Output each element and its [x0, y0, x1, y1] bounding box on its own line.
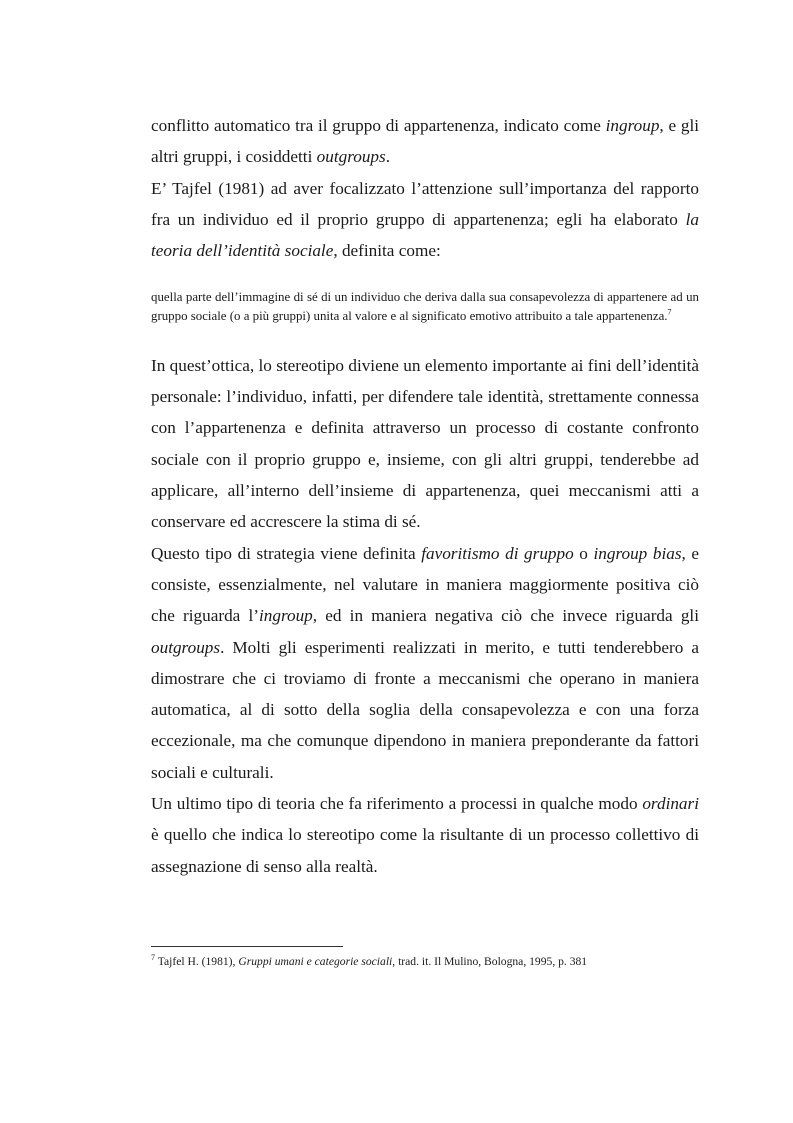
text-run: , e gli altri gruppi, i cosiddetti: [151, 116, 699, 167]
paragraph-ingroup-bias: [151, 538, 699, 788]
text-run: , ed in maniera negativa ciò che invece riguarda gli: [312, 606, 699, 626]
text-run: In quest’ottica, lo stereotipo diviene un elemento importante ai fini dell’identità personale: l’individuo, infatti, per difendere tale identità, strettamente connessa con l’appartenenza e definita attraverso un processo di costante confronto sociale con il proprio gruppo e, insieme, con gli altri gruppi, tenderebbe ad applicare, all’interno dell’insieme di appartenenza, quei meccanismi atti a conservare ed accrescere la stima di sé.: [151, 355, 699, 532]
text-run: , definita come:: [333, 241, 441, 261]
italic-term: favoritismo di gruppo: [421, 543, 574, 563]
text-run: , e consiste, essenzialmente, nel valutare in maniera maggiormente positiva ciò che riguarda l’: [151, 543, 700, 626]
italic-term: outgroups: [151, 637, 221, 657]
italic-term: la teoria dell’identità sociale: [151, 209, 699, 261]
paragraph-ingroup-conflict: [151, 110, 699, 173]
quote-text: quella parte dell’immagine di sé di un individuo che deriva dalla sua consapevolezza di appartenere ad un gruppo sociale (o a più gruppi) unita al valore e al significato emotivo attribuito a tale appartenenza.: [151, 290, 699, 323]
text-run: conflitto automatico tra il gruppo di appartenenza, indicato come: [151, 116, 606, 135]
text-run: .: [385, 147, 391, 167]
text-run: . Molti gli esperimenti realizzati in merito, e tutti tenderebbero a dimostrare che ci troviamo di fronte a meccanismi che operano in maniera automatica, al di sotto della soglia della consapevolezza e con una forza eccezionale, ma che comunque dipendono in maniera preponderante da fattori sociali e culturali.: [151, 637, 699, 782]
italic-term: ingroup bias: [593, 543, 682, 563]
paragraph-last-theory: [151, 788, 699, 882]
footnote: [151, 954, 711, 969]
footnote-number: 7: [151, 953, 155, 963]
text-run: Tajfel H. (1981),: [155, 955, 239, 968]
text-run: , trad. it. Il Mulino, Bologna, 1995, p. 381: [392, 955, 588, 968]
text-run: Un ultimo tipo di teoria che fa riferimento a processi in qualche modo: [151, 794, 643, 814]
footnote-reference[interactable]: 7: [667, 307, 672, 317]
italic-term: ordinari: [642, 794, 699, 814]
italic-term: Gruppi umani e categorie sociali: [238, 955, 393, 968]
paragraph-tajfel: [151, 173, 699, 267]
text-run: o: [573, 543, 594, 563]
italic-term: ingroup: [258, 606, 313, 626]
footnote-divider: [151, 946, 343, 947]
italic-term: ingroup: [605, 116, 660, 135]
block-quote: [151, 288, 699, 324]
page-body: [151, 110, 699, 882]
text-run: E’ Tajfel (1981) ad aver focalizzato l’attenzione sull’importanza del rapporto fra un individuo ed il proprio gruppo di appartenenza; egli ha elaborato: [151, 178, 699, 229]
italic-term: outgroups: [316, 147, 386, 167]
text-run: è quello che indica lo stereotipo come la risultante di un processo collettivo di assegnazione di senso alla realtà.: [151, 825, 699, 876]
text-run: Questo tipo di strategia viene definita: [151, 543, 422, 563]
paragraph-stereotype-identity: [151, 350, 699, 538]
